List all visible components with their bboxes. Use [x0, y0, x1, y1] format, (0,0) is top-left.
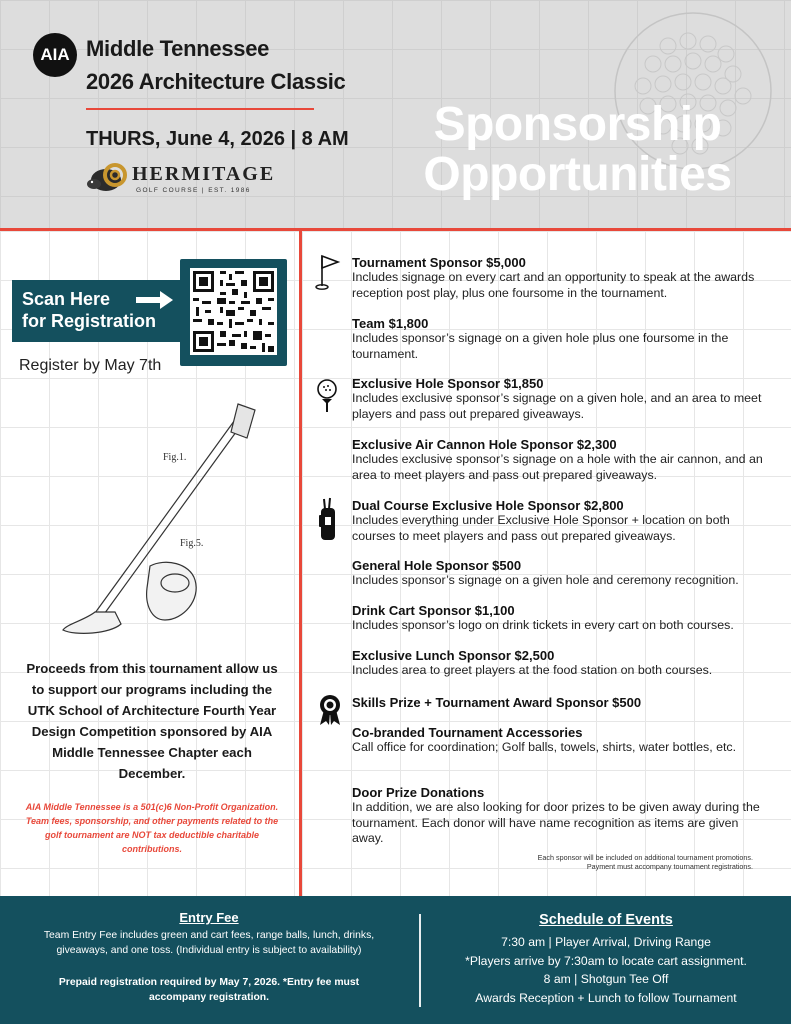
event-title: 2026 Architecture Classic	[86, 69, 346, 94]
entry-fee-heading: Entry Fee	[179, 910, 239, 925]
sponsor-title: Exclusive Air Cannon Hole Sponsor $2,300	[352, 437, 617, 452]
scan-label-line-2: for Registration	[22, 311, 157, 331]
prepaid-note: Prepaid registration required by May 7, 2026. *Entry fee must accompany registration.	[58, 977, 360, 1003]
ram-logo-icon	[84, 160, 130, 196]
sponsor-description: Call office for coordination; Golf balls, towels, shirts, water bottles, etc.	[352, 740, 737, 754]
fig-5-label: Fig.5.	[180, 538, 204, 549]
schedule-item: 8 am | Shotgun Tee Off	[543, 972, 669, 986]
schedule-item: Awards Reception + Lunch to follow Tournament	[475, 990, 737, 1005]
sponsor-title: Team $1,800	[352, 316, 429, 331]
arrow-right-icon	[136, 290, 174, 310]
sponsor-title: Skills Prize + Tournament Award Sponsor $500	[352, 695, 642, 710]
register-deadline: Register by May 7th	[19, 357, 162, 374]
nonprofit-notice: AIA Middle Tennessee is a 501(c)6 Non-Profit Organization. Team fees, sponsorship, and other payments related to the golf tournament are NOT tax deductible charitable contributions.	[25, 802, 279, 854]
sponsor-description: Includes sponsor’s logo on drink tickets in every cart on both courses.	[352, 618, 734, 632]
headline-line-1: Sponsorship	[433, 98, 722, 151]
sponsor-description: Includes exclusive sponsor’s signage on a given hole, and an area to meet players and pass out prepared giveaways.	[352, 391, 762, 421]
sponsor-description: Includes sponsor’s signage on a given hole and ceremony recognition.	[352, 573, 739, 587]
header-banner	[0, 0, 791, 228]
footer-panel	[0, 896, 791, 1024]
fine-print-promotions: Each sponsor will be included on additional tournament promotions.	[537, 853, 753, 862]
golf-flag-icon	[314, 254, 342, 292]
scan-label-line-1: Scan Here	[22, 289, 111, 309]
sponsor-description: Includes exclusive sponsor’s signage on a hole with the air cannon, and an area to meet players and pass out prepared giveaways.	[352, 452, 763, 482]
sponsor-item	[352, 648, 772, 679]
sponsor-item	[352, 498, 772, 544]
sponsor-item	[352, 316, 772, 362]
event-date: THURS, June 4, 2026 | 8 AM	[86, 128, 349, 150]
sponsor-item	[352, 603, 772, 634]
sponsor-title: Exclusive Hole Sponsor $1,850	[352, 376, 544, 391]
award-ribbon-icon	[316, 694, 344, 726]
chapter-name: Middle Tennessee	[86, 36, 270, 61]
sponsor-title: Co-branded Tournament Accessories	[352, 725, 583, 740]
fine-print-payment: Payment must accompany tournament registrations.	[586, 862, 753, 871]
sponsor-description: Includes sponsor’s signage on a given hole plus one foursome in the tournament.	[352, 331, 729, 361]
sponsor-item	[352, 725, 772, 756]
schedule-heading: Schedule of Events	[539, 912, 673, 928]
sponsor-description: Includes signage on every cart and an opportunity to speak at the awards reception post play, plus one foursome in the tournament.	[352, 270, 755, 300]
schedule-item: 7:30 am | Player Arrival, Driving Range	[501, 935, 711, 949]
sponsor-item	[352, 376, 772, 422]
sponsor-item	[352, 695, 772, 710]
sponsor-item	[352, 255, 772, 301]
golf-club-patent-drawing	[55, 398, 275, 638]
sponsor-description: Includes area to greet players at the food station on both courses.	[352, 663, 713, 677]
course-name: HERMITAGE	[132, 163, 276, 185]
sponsor-item	[352, 558, 772, 589]
sponsor-title: Tournament Sponsor $5,000	[352, 255, 526, 270]
sponsorship-headline	[405, 100, 750, 200]
sponsor-item	[352, 437, 772, 483]
schedule-item: *Players arrive by 7:30am to locate cart assignment.	[465, 953, 747, 968]
proceeds-statement: Proceeds from this tournament allow us to support our programs including the UTK School of Architecture Fourth Year Design Competition sponsored by AIA Middle Tennessee Chapter each December.	[26, 661, 278, 781]
entry-fee-text: Team Entry Fee includes green and cart fees, range balls, lunch, drinks, giveaways, and one toss. (Individual entry is subject to availability)	[43, 930, 375, 956]
fig-1-label: Fig.1.	[163, 452, 187, 463]
sponsor-description: Includes everything under Exclusive Hole Sponsor + location on both courses to meet players and pass out prepared giveaways.	[352, 513, 730, 543]
headline-line-2: Opportunities	[423, 148, 732, 201]
aia-logo: AIA	[33, 33, 77, 77]
golf-ball-tee-icon	[315, 378, 339, 414]
sponsor-title: General Hole Sponsor $500	[352, 558, 522, 573]
sponsor-title: Drink Cart Sponsor $1,100	[352, 603, 515, 618]
registration-qr-code[interactable]	[190, 268, 277, 355]
course-subtitle: GOLF COURSE | EST. 1986	[136, 187, 251, 194]
sponsor-title: Exclusive Lunch Sponsor $2,500	[352, 648, 555, 663]
sponsor-item	[352, 785, 772, 847]
schedule-list	[421, 933, 791, 1007]
sponsor-title: Door Prize Donations	[352, 785, 485, 800]
sponsor-description: In addition, we are also looking for door prizes to be given away during the tournament. Each donor will have name recognition as items are given away.	[352, 800, 760, 845]
title-divider	[86, 108, 314, 110]
sponsor-title: Dual Course Exclusive Hole Sponsor $2,800	[352, 498, 624, 513]
golf-bag-icon	[316, 497, 340, 543]
